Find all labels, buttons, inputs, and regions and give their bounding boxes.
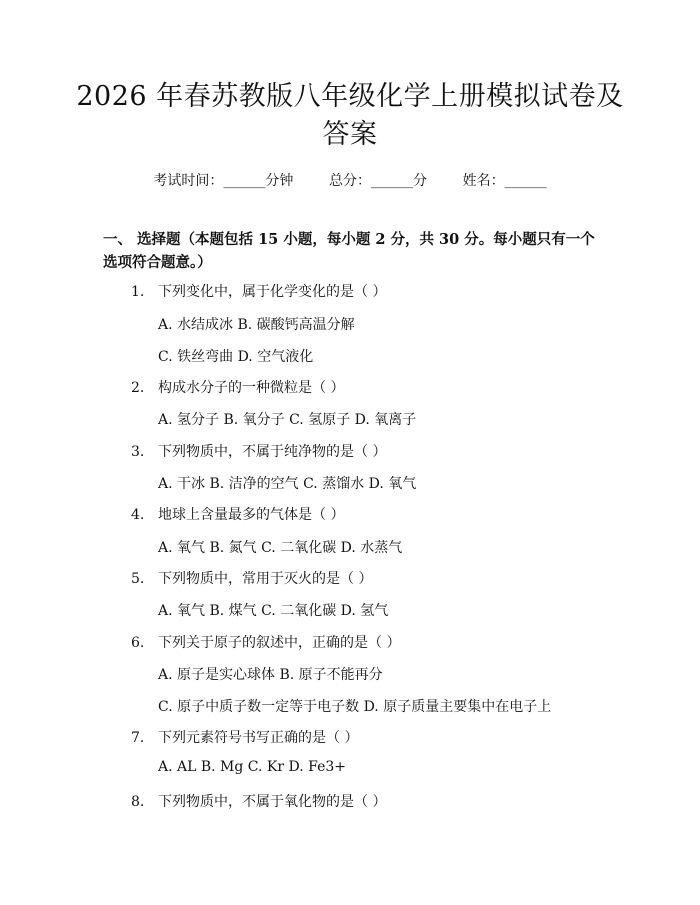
question-text: 下列物质中，不属于纯净物的是（ ）	[158, 444, 387, 460]
total-score-field: 总分：______分	[329, 173, 427, 189]
question	[131, 632, 400, 652]
question-text: 下列关于原子的叙述中，正确的是（ ）	[158, 635, 401, 651]
question-number: 8.	[131, 794, 145, 810]
question-text: 下列元素符号书写正确的是（ ）	[158, 730, 359, 746]
question-text: 下列物质中，常用于灭火的是（ ）	[158, 571, 373, 587]
question-number: 2.	[131, 380, 145, 396]
question	[131, 791, 386, 811]
question	[131, 727, 358, 747]
exam-time-field: 考试时间：______分钟	[153, 173, 294, 189]
question-number: 7.	[131, 730, 145, 746]
question	[131, 377, 344, 397]
question-options: A. 水结成冰 B. 碳酸钙高温分解	[158, 317, 355, 333]
question-options: C. 铁丝弯曲 D. 空气液化	[158, 349, 314, 365]
question-number: 1.	[131, 284, 145, 300]
question	[131, 568, 372, 588]
question-options: A. 原子是实心球体 B. 原子不能再分	[158, 667, 383, 683]
question-text: 地球上含量最多的气体是（ ）	[158, 507, 345, 523]
section-heading: 一、 选择题（本题包括 15 小题，每小题 2 分，共 30 分。每小题只有一个选项符合题意。）	[103, 231, 595, 271]
question	[131, 441, 386, 461]
question-options: A. 氧气 B. 氮气 C. 二氧化碳 D. 水蒸气	[158, 540, 403, 556]
page-title	[70, 78, 630, 154]
question	[131, 281, 386, 301]
exam-meta	[0, 170, 700, 190]
title-line-2: 答案	[322, 119, 378, 150]
question-text: 下列变化中，属于化学变化的是（ ）	[158, 284, 387, 300]
question-options: A. 氧气 B. 煤气 C. 二氧化碳 D. 氢气	[158, 603, 389, 619]
question-text: 构成水分子的一种微粒是（ ）	[158, 380, 345, 396]
question-text: 下列物质中，不属于氧化物的是（ ）	[158, 794, 387, 810]
title-line-1: 2026 年春苏教版八年级化学上册模拟试卷及	[76, 81, 624, 112]
question-options: A. AL B. Mg C. Kr D. Fe3+	[158, 759, 347, 775]
question-number: 5.	[131, 571, 145, 587]
question-number: 4.	[131, 507, 145, 523]
question-options: C. 原子中质子数一定等于电子数 D. 原子质量主要集中在电子上	[158, 699, 552, 715]
question-number: 3.	[131, 444, 145, 460]
name-field: 姓名：______	[462, 173, 547, 189]
question-options: A. 干冰 B. 洁净的空气 C. 蒸馏水 D. 氧气	[158, 476, 417, 492]
question	[131, 504, 344, 524]
question-options: A. 氢分子 B. 氧分子 C. 氢原子 D. 氧离子	[158, 412, 417, 428]
question-number: 6.	[131, 635, 145, 651]
